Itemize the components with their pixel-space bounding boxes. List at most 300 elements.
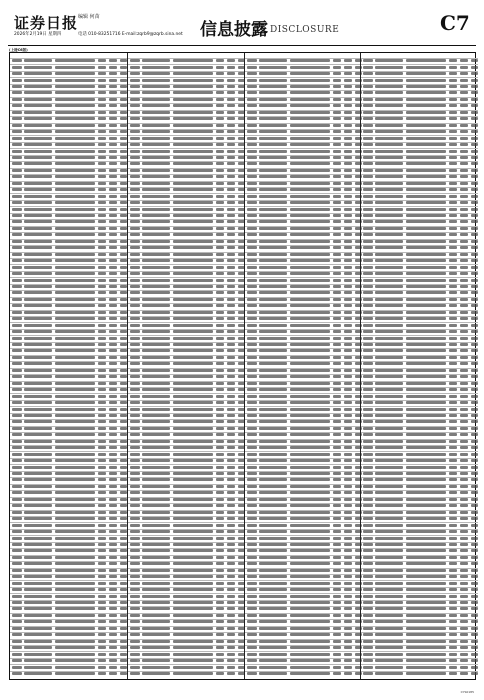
table-cell-text: [216, 401, 224, 404]
table-cell-text: [333, 201, 341, 204]
table-cell-text: [12, 646, 22, 649]
table-cell-text: [98, 498, 106, 501]
table-cell-text: [375, 633, 403, 636]
table-cell-text: [449, 446, 457, 449]
table-cell-text: [333, 562, 341, 565]
table-cell-text: [227, 253, 235, 256]
table-cell-text: [109, 240, 117, 243]
table-cell-text: [24, 317, 52, 320]
table-cell-text: [247, 233, 257, 236]
table-cell-text: [55, 620, 95, 623]
table-cell-text: [259, 124, 287, 127]
table-cell-text: [375, 466, 403, 469]
table-cell-text: [406, 511, 446, 514]
table-cell-text: [333, 337, 341, 340]
table-cell-text: [55, 72, 95, 75]
table-cell-text: [471, 672, 478, 675]
table-cell-text: [142, 311, 170, 314]
table-cell-text: [344, 524, 352, 527]
table-cell-text: [460, 79, 468, 82]
table-cell-text: [109, 91, 117, 94]
table-cell-text: [98, 453, 106, 456]
table-cell-text: [363, 246, 373, 249]
table-cell-text: [375, 259, 403, 262]
table-cell-text: [12, 240, 22, 243]
table-cell-text: [449, 201, 457, 204]
table-cell-text: [24, 337, 52, 340]
table-cell-text: [173, 420, 213, 423]
table-cell-text: [333, 427, 341, 430]
table-cell-text: [449, 569, 457, 572]
table-cell-text: [109, 517, 117, 520]
table-cell-text: [247, 549, 257, 552]
table-cell-text: [406, 659, 446, 662]
table-cell-text: [460, 104, 468, 107]
table-cell-text: [55, 111, 95, 114]
table-cell-text: [460, 640, 468, 643]
table-cell-text: [130, 485, 140, 488]
table-cell-text: [406, 59, 446, 62]
table-cell-text: [12, 137, 22, 140]
table-cell-text: [216, 433, 224, 436]
table-cell-text: [109, 233, 117, 236]
table-cell-text: [142, 582, 170, 585]
table-cell-text: [109, 266, 117, 269]
table-cell-text: [216, 304, 224, 307]
table-cell-text: [375, 646, 403, 649]
table-cell-text: [216, 111, 224, 114]
table-cell-text: [363, 395, 373, 398]
table-cell-text: [247, 195, 257, 198]
table-cell-text: [460, 150, 468, 153]
table-cell-text: [471, 337, 478, 340]
table-cell-text: [375, 182, 403, 185]
table-cell-text: [449, 66, 457, 69]
table-cell-text: [290, 440, 330, 443]
table-cell-text: [290, 343, 330, 346]
table-cell-text: [259, 246, 287, 249]
table-cell-text: [24, 569, 52, 572]
table-cell-text: [216, 79, 224, 82]
table-cell-text: [471, 466, 478, 469]
table-cell-text: [375, 349, 403, 352]
table-cell-text: [130, 259, 140, 262]
table-cell-text: [406, 311, 446, 314]
table-cell-text: [24, 543, 52, 546]
table-cell-text: [12, 298, 22, 301]
table-cell-text: [375, 208, 403, 211]
table-cell-text: [227, 201, 235, 204]
table-cell-text: [98, 330, 106, 333]
table-cell-text: [247, 446, 257, 449]
table-cell-text: [216, 59, 224, 62]
table-cell-text: [55, 478, 95, 481]
table-cell-text: [142, 233, 170, 236]
table-cell-text: [24, 633, 52, 636]
table-cell-text: [173, 543, 213, 546]
table-cell-text: [55, 98, 95, 101]
table-cell-text: [259, 182, 287, 185]
table-cell-text: [216, 356, 224, 359]
table-cell-text: [247, 208, 257, 211]
table-cell-text: [290, 556, 330, 559]
table-cell-text: [290, 356, 330, 359]
table-cell-text: [363, 466, 373, 469]
table-cell-text: [24, 195, 52, 198]
table-cell-text: [460, 427, 468, 430]
contact-line: 电话 010-83251716 E-mail:zqrb9@zqrb.sina.net: [78, 32, 183, 37]
table-cell-text: [406, 427, 446, 430]
table-cell-text: [130, 304, 140, 307]
table-cell-text: [216, 240, 224, 243]
table-cell-text: [333, 285, 341, 288]
table-cell-text: [471, 556, 478, 559]
table-cell-text: [227, 337, 235, 340]
table-cell-text: [24, 285, 52, 288]
table-cell-text: [142, 130, 170, 133]
table-cell-text: [259, 337, 287, 340]
table-cell-text: [375, 401, 403, 404]
table-cell-text: [344, 150, 352, 153]
table-cell-text: [98, 408, 106, 411]
table-cell-text: [247, 524, 257, 527]
table-cell-text: [12, 569, 22, 572]
table-cell-text: [259, 214, 287, 217]
table-cell-text: [109, 543, 117, 546]
table-cell-text: [290, 195, 330, 198]
table-cell-text: [375, 240, 403, 243]
table-cell-text: [471, 66, 478, 69]
table-cell-text: [98, 466, 106, 469]
table-cell-text: [109, 556, 117, 559]
table-cell-text: [290, 362, 330, 365]
table-cell-text: [247, 330, 257, 333]
table-cell-text: [109, 369, 117, 372]
table-cell-text: [460, 588, 468, 591]
table-cell-text: [290, 79, 330, 82]
table-cell-text: [471, 388, 478, 391]
table-cell-text: [449, 537, 457, 540]
table-cell-text: [142, 466, 170, 469]
table-cell-text: [460, 582, 468, 585]
table-cell-text: [363, 530, 373, 533]
table-cell-text: [259, 569, 287, 572]
table-cell-text: [460, 601, 468, 604]
table-cell-text: [471, 640, 478, 643]
table-cell-text: [375, 582, 403, 585]
table-cell-text: [227, 549, 235, 552]
table-cell-text: [98, 214, 106, 217]
table-cell-text: [98, 208, 106, 211]
table-cell-text: [406, 537, 446, 540]
table-cell-text: [290, 524, 330, 527]
table-cell-text: [227, 369, 235, 372]
table-cell-text: [290, 459, 330, 462]
table-cell-text: [130, 595, 140, 598]
table-cell-text: [142, 156, 170, 159]
table-cell-text: [227, 498, 235, 501]
table-cell-text: [142, 607, 170, 610]
table-cell-text: [173, 478, 213, 481]
table-cell-text: [460, 59, 468, 62]
table-cell-text: [216, 208, 224, 211]
table-cell-text: [173, 569, 213, 572]
table-cell-text: [259, 175, 287, 178]
table-cell-text: [216, 569, 224, 572]
table-cell-text: [259, 414, 287, 417]
table-cell-text: [363, 298, 373, 301]
table-cell-text: [290, 633, 330, 636]
table-cell-text: [406, 524, 446, 527]
table-cell-text: [460, 188, 468, 191]
table-cell-text: [471, 182, 478, 185]
table-cell-text: [173, 266, 213, 269]
table-cell-text: [333, 59, 341, 62]
table-cell-text: [216, 614, 224, 617]
table-cell-text: [55, 130, 95, 133]
table-cell-text: [130, 279, 140, 282]
table-cell-text: [471, 472, 478, 475]
table-cell-text: [55, 150, 95, 153]
table-cell-text: [375, 414, 403, 417]
table-cell-text: [460, 220, 468, 223]
table-cell-text: [216, 188, 224, 191]
table-cell-text: [216, 143, 224, 146]
table-cell-text: [449, 582, 457, 585]
table-cell-text: [142, 66, 170, 69]
table-cell-text: [259, 330, 287, 333]
table-cell-text: [247, 291, 257, 294]
table-cell-text: [259, 659, 287, 662]
table-cell-text: [109, 569, 117, 572]
table-cell-text: [375, 517, 403, 520]
table-cell-text: [227, 653, 235, 656]
table-cell-text: [130, 91, 140, 94]
table-cell-text: [290, 214, 330, 217]
table-cell-text: [406, 317, 446, 320]
table-cell-text: [98, 607, 106, 610]
table-cell-text: [375, 653, 403, 656]
table-cell-text: [55, 208, 95, 211]
table-cell-text: [173, 382, 213, 385]
table-cell-text: [259, 317, 287, 320]
table-cell-text: [12, 524, 22, 527]
table-cell-text: [259, 279, 287, 282]
table-cell-text: [460, 130, 468, 133]
table-cell-text: [259, 285, 287, 288]
table-cell-text: [55, 279, 95, 282]
table-cell-text: [98, 362, 106, 365]
table-cell-text: [363, 427, 373, 430]
table-cell-text: [290, 220, 330, 223]
table-cell-text: [290, 640, 330, 643]
table-cell-text: [216, 408, 224, 411]
table-cell-text: [406, 259, 446, 262]
table-cell-text: [460, 156, 468, 159]
table-cell-text: [363, 420, 373, 423]
table-cell-text: [130, 246, 140, 249]
table-cell-text: [406, 601, 446, 604]
table-cell-text: [109, 291, 117, 294]
table-cell-text: [227, 556, 235, 559]
table-cell-text: [142, 395, 170, 398]
table-cell-text: [142, 633, 170, 636]
table-cell-text: [471, 279, 478, 282]
table-cell-text: [333, 150, 341, 153]
table-cell-text: [109, 620, 117, 623]
table-cell-text: [449, 472, 457, 475]
table-cell-text: [227, 291, 235, 294]
table-cell-text: [227, 408, 235, 411]
table-cell-text: [109, 253, 117, 256]
table-cell-text: [344, 156, 352, 159]
table-cell-text: [142, 253, 170, 256]
table-cell-text: [227, 562, 235, 565]
table-cell-text: [344, 433, 352, 436]
table-cell-text: [173, 317, 213, 320]
table-cell-text: [98, 104, 106, 107]
table-cell-text: [216, 543, 224, 546]
table-cell-text: [344, 343, 352, 346]
table-cell-text: [375, 588, 403, 591]
table-cell-text: [406, 227, 446, 230]
table-cell-text: [449, 440, 457, 443]
table-cell-text: [173, 575, 213, 578]
table-cell-text: [259, 446, 287, 449]
table-cell-text: [142, 285, 170, 288]
table-cell-text: [173, 459, 213, 462]
table-cell-text: [227, 356, 235, 359]
table-cell-text: [344, 614, 352, 617]
table-cell-text: [344, 427, 352, 430]
table-cell-text: [247, 137, 257, 140]
table-cell-text: [259, 266, 287, 269]
table-cell-text: [449, 511, 457, 514]
table-cell-text: [290, 59, 330, 62]
table-cell-text: [471, 588, 478, 591]
table-cell-text: [333, 330, 341, 333]
table-cell-text: [449, 414, 457, 417]
table-cell-text: [363, 588, 373, 591]
table-cell-text: [259, 169, 287, 172]
table-cell-text: [344, 124, 352, 127]
table-cell-text: [173, 311, 213, 314]
table-cell-text: [247, 633, 257, 636]
table-cell-text: [55, 601, 95, 604]
table-cell-text: [247, 575, 257, 578]
table-cell-text: [259, 653, 287, 656]
table-cell-text: [55, 595, 95, 598]
table-cell-text: [259, 427, 287, 430]
table-cell-text: [363, 620, 373, 623]
table-cell-text: [109, 169, 117, 172]
table-cell-text: [363, 408, 373, 411]
table-cell-text: [375, 659, 403, 662]
table-cell-text: [460, 466, 468, 469]
table-cell-text: [142, 343, 170, 346]
table-cell-text: [55, 672, 95, 675]
table-cell-text: [344, 362, 352, 365]
table-cell-text: [216, 395, 224, 398]
table-cell-text: [12, 562, 22, 565]
table-cell-text: [24, 530, 52, 533]
table-cell-text: [290, 414, 330, 417]
table-cell-text: [130, 79, 140, 82]
table-cell-text: [333, 556, 341, 559]
table-cell-text: [449, 485, 457, 488]
table-cell-text: [333, 117, 341, 120]
table-cell-text: [363, 349, 373, 352]
table-cell-text: [142, 498, 170, 501]
table-cell-text: [406, 324, 446, 327]
table-cell-text: [109, 220, 117, 223]
table-cell-text: [173, 150, 213, 153]
table-cell-text: [375, 317, 403, 320]
table-cell-text: [216, 259, 224, 262]
table-cell-text: [55, 530, 95, 533]
table-cell-text: [142, 162, 170, 165]
table-cell-text: [55, 169, 95, 172]
table-cell-text: [247, 453, 257, 456]
table-cell-text: [24, 485, 52, 488]
table-cell-text: [173, 517, 213, 520]
table-cell-text: [130, 620, 140, 623]
table-cell-text: [259, 311, 287, 314]
table-cell-text: [259, 504, 287, 507]
table-cell-text: [109, 298, 117, 301]
table-cell-text: [471, 220, 478, 223]
table-cell-text: [449, 595, 457, 598]
table-cell-text: [247, 472, 257, 475]
table-cell-text: [375, 356, 403, 359]
table-cell-text: [55, 627, 95, 630]
table-cell-text: [247, 259, 257, 262]
table-cell-text: [375, 253, 403, 256]
table-cell-text: [449, 111, 457, 114]
table-cell-text: [173, 130, 213, 133]
table-cell-text: [142, 408, 170, 411]
table-cell-text: [247, 595, 257, 598]
table-cell-text: [173, 627, 213, 630]
table-cell-text: [363, 124, 373, 127]
table-cell-text: [109, 304, 117, 307]
table-cell-text: [344, 311, 352, 314]
table-cell-text: [344, 233, 352, 236]
table-cell-text: [12, 640, 22, 643]
table-cell-text: [363, 240, 373, 243]
table-cell-text: [130, 156, 140, 159]
table-cell-text: [173, 653, 213, 656]
table-cell-text: [290, 614, 330, 617]
table-cell-text: [259, 85, 287, 88]
table-cell-text: [344, 620, 352, 623]
table-cell-text: [259, 556, 287, 559]
table-cell-text: [471, 491, 478, 494]
table-cell-text: [173, 330, 213, 333]
table-cell-text: [333, 549, 341, 552]
table-cell-text: [344, 104, 352, 107]
table-cell-text: [375, 459, 403, 462]
table-cell-text: [344, 304, 352, 307]
table-cell-text: [460, 98, 468, 101]
table-cell-text: [406, 233, 446, 236]
table-cell-text: [406, 66, 446, 69]
table-cell-text: [12, 620, 22, 623]
table-cell-text: [290, 175, 330, 178]
table-cell-text: [460, 627, 468, 630]
table-cell-text: [471, 666, 478, 669]
table-cell-text: [55, 259, 95, 262]
